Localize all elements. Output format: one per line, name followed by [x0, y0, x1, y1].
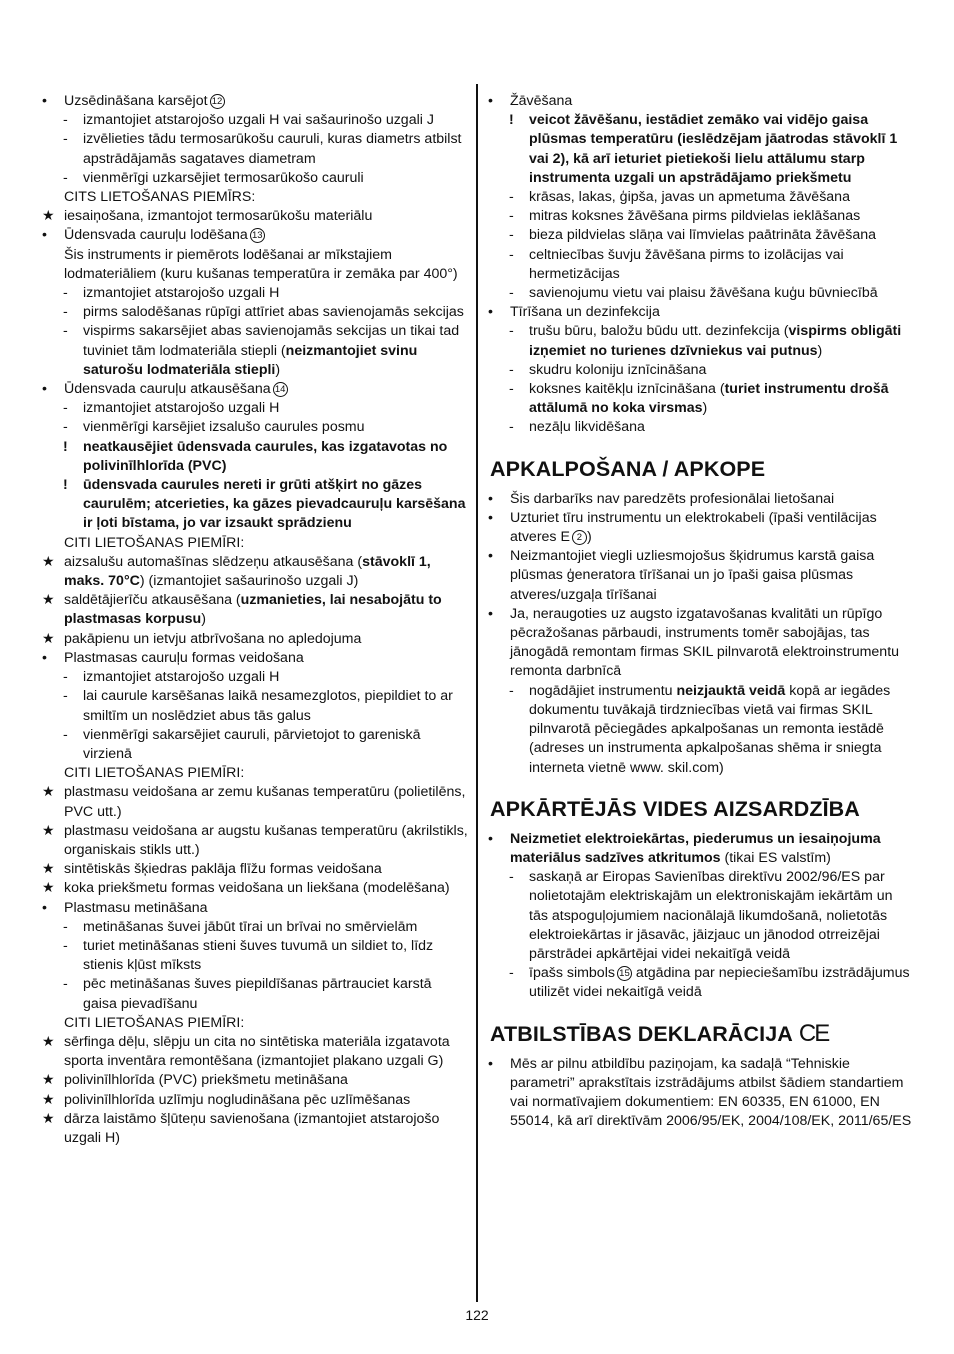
- bullet-item: [488, 490, 912, 509]
- dash-item: [488, 188, 912, 207]
- text: sintētiskās šķiedras paklāja flīžu formas veidošana: [64, 861, 382, 878]
- star-marker: ★: [42, 861, 55, 878]
- text: Ūdensvada cauruļu atkausēšana: [64, 381, 271, 398]
- dash-marker: -: [509, 682, 514, 699]
- column-divider: [476, 84, 478, 1302]
- bullet-marker: •: [488, 830, 493, 847]
- item-text: [83, 976, 432, 1011]
- item-text: [64, 381, 288, 397]
- text: vienmērīgi sakarsējiet cauruli, pārvietojot to gareniskā virzienā: [83, 726, 421, 762]
- bullet-item: [42, 380, 468, 399]
- dash-item: [488, 284, 912, 303]
- dash-item: [42, 169, 468, 188]
- item-text: [64, 1111, 439, 1146]
- bullet-item: [42, 226, 468, 245]
- star-marker: ★: [42, 553, 55, 570]
- item-text: [529, 362, 706, 378]
- star-item: [42, 860, 468, 879]
- dash-item: [42, 322, 468, 380]
- para-item: [42, 246, 468, 284]
- text: Šis darbarīks nav paredzēts profesionālai lietošanai: [510, 490, 835, 507]
- dash-item: [488, 418, 912, 437]
- text: Uzturiet tīru instrumentu un elektrokabeli (īpaši ventilācijas atveres E: [510, 509, 877, 546]
- dash-marker: -: [63, 112, 68, 129]
- bullet-item: [488, 547, 912, 605]
- star-marker: ★: [42, 1091, 55, 1108]
- star-marker: ★: [42, 822, 55, 839]
- text: CITI LIETOŠANAS PIEMĪRI:: [64, 765, 245, 782]
- text: savienojumu vietu vai plaisu žāvēšana kuģu būvniecībā: [529, 285, 878, 302]
- text: ): [275, 361, 281, 378]
- bullet-marker: •: [488, 548, 493, 565]
- dash-marker: -: [509, 361, 514, 378]
- item-text: [529, 112, 897, 186]
- bold-text: neizmantojiet svinu saturošu lodmateriāla stiepli: [83, 342, 418, 378]
- item-text: [64, 93, 225, 109]
- text: turiet metināšanas stieni šuves tuvumā un sildiet to, līdz stienis kļūst mīksts: [83, 937, 434, 974]
- text: trušu būru, baložu būdu utt. dezinfekcija (: [529, 323, 789, 340]
- text: Neizmantojiet viegli uzliesmojošus šķidrumus karstā gaisa plūsmas ģeneratora tīrīšanai un jo īpaši gaisa plūsmas atveres/uzgaļa tīrīšanai: [510, 548, 875, 603]
- dash-marker: -: [509, 208, 514, 225]
- item-text: [510, 1056, 911, 1130]
- item-text: [64, 189, 255, 205]
- dash-marker: -: [509, 189, 514, 206]
- star-item: [42, 553, 468, 591]
- item-text: [529, 381, 889, 416]
- bold-text: uzmanieties, lai nesabojātu to plastmasas korpusu: [64, 592, 442, 628]
- item-text: [83, 439, 447, 474]
- bullet-marker: •: [488, 605, 493, 622]
- text: kopā ar iegādes dokumentu tuvākajā tirdzniecības vietā vai firmas SKIL pilnvarotā pēciegādes apkalpošanas un remonta iestādē (adreses un instrumenta apkalpošanas shēma ir sniegta interneta vietnē www. skil.com): [529, 682, 891, 776]
- excl-marker: !: [63, 477, 68, 494]
- dash-item: [42, 418, 468, 437]
- text: celtniecības šuvju žāvēšana pirms to izolācijas vai hermetizācijas: [529, 246, 844, 282]
- text: aizsalušu automašīnas slēdzeņu atkausēšana (: [64, 553, 363, 570]
- item-text: [64, 554, 431, 589]
- item-text: [83, 170, 364, 186]
- text: dārza laistāmo šļūteņu savienošana (izmantojiet atstarojošo uzgali H): [64, 1110, 440, 1146]
- text: iesaiņošana, izmantojot termosarūkošu materiālu: [64, 208, 373, 225]
- callout-number-icon: 12: [210, 94, 225, 109]
- text: izmantojiet atstarojošo uzgali H: [83, 285, 280, 302]
- text: Ūdensvada cauruļu lodēšana: [64, 227, 248, 244]
- text: ūdensvada caurules nereti ir grūti atšķirt no gāzes caurulēm; atcerieties, ka gāzes pievadcauruļu karsēšana ir ļoti bīstama, jo var izsaukt sprādzienu: [83, 477, 466, 532]
- dash-item: [42, 937, 468, 975]
- text: (tikai ES valstīm): [720, 849, 831, 866]
- item-text: [83, 285, 279, 301]
- bold-text: neizjauktā veidā: [676, 682, 786, 699]
- text: Tīrīšana un dezinfekcija: [510, 304, 660, 321]
- item-text: [510, 831, 881, 866]
- item-text: [64, 765, 244, 781]
- heading-text: APKALPOŠANA / APKOPE: [490, 456, 766, 481]
- text: Mēs ar pilnu atbildību paziņojam, ka sadaļā “Tehniskie parametri” aprakstītais izstrādājums atbilst šādiem standartiem vai normatīvajiem dokumentiem: EN 60335, EN 61000, EN 55014, kā arī direktīvām 2006/95/EK, 2004/108/EK, 2011/65/ES: [510, 1055, 912, 1130]
- dash-marker: -: [63, 688, 68, 705]
- dash-marker: -: [509, 323, 514, 340]
- bullet-item: [488, 605, 912, 682]
- dash-marker: -: [63, 419, 68, 436]
- dash-item: [488, 964, 912, 1002]
- ce-mark-icon: CE: [798, 1019, 829, 1047]
- section-heading: [488, 1003, 912, 1055]
- text: izmantojiet atstarojošo uzgali H: [83, 400, 280, 417]
- text: neatkausējiet ūdensvada caurules, kas izgatavotas no polivinīlhlorīda (PVC): [83, 438, 448, 474]
- bullet-marker: •: [488, 509, 493, 526]
- text: lai caurule karsēšanas laikā nesamezglotos, piepildiet to ar smiltīm un noslēdziet abus tās galus: [83, 688, 453, 724]
- callout-number-icon: 2: [572, 530, 587, 545]
- bullet-item: [488, 303, 912, 322]
- text: koka priekšmetu formas veidošana un liekšana (modelēšana): [64, 880, 450, 897]
- bullet-marker: •: [42, 227, 47, 244]
- star-item: [42, 1033, 468, 1071]
- bullet-marker: •: [42, 899, 47, 916]
- text: metināšanas šuvei jābūt tīrai un brīvai no smērvielām: [83, 918, 418, 935]
- excl-item: [42, 476, 468, 534]
- bold-text: stāvoklī 1, maks. 70°C: [64, 553, 431, 590]
- item-text: [83, 131, 462, 166]
- text: nogādājiet instrumentu: [529, 682, 677, 699]
- dash-marker: -: [509, 227, 514, 244]
- item-text: [510, 606, 899, 680]
- text: pēc metināšanas šuves piepildīšanas pārtrauciet karstā gaisa pievadīšanu: [83, 976, 432, 1012]
- item-text: [64, 535, 244, 551]
- item-text: [83, 669, 279, 685]
- dash-marker: -: [63, 976, 68, 993]
- star-item: [42, 591, 468, 629]
- text: nezāļu likvidēšana: [529, 419, 645, 436]
- text: polivinīlhlorīda (PVC) priekšmetu metināšana: [64, 1072, 348, 1089]
- bullet-item: [42, 92, 468, 111]
- dash-marker: -: [63, 918, 68, 935]
- item-text: [64, 631, 361, 647]
- text: saskaņā ar Eiropas Savienības direktīvu 2002/96/ES par nolietotajām elektriskajām un elektroniskajām iekārtām un tās atspoguļojumiem nacionālajā likumdošanā, nolietotās elektroiekārtas ir jāsavāc, jāizjauc un jānodod otrreizējai pārstrādei apkārtējai videi nekaitīgā veidā: [529, 869, 893, 962]
- item-text: [83, 112, 434, 128]
- text: ): [586, 529, 592, 546]
- item-text: [64, 784, 465, 819]
- item-text: [83, 304, 464, 320]
- item-text: [64, 861, 382, 877]
- excl-marker: !: [509, 112, 514, 129]
- excl-marker: !: [63, 438, 68, 455]
- text: Šis instruments ir piemērots lodēšanai ar mīkstajiem lodmateriāliem (kuru kušanas temperatūra ir zemāka par 400°): [64, 246, 458, 282]
- item-text: [83, 477, 465, 531]
- dash-item: [42, 668, 468, 687]
- dash-marker: -: [509, 965, 514, 982]
- item-text: [64, 823, 468, 858]
- text: ): [201, 611, 206, 628]
- text: saldētājierīču atkausēšana (: [64, 592, 241, 609]
- dash-item: [42, 399, 468, 418]
- item-text: [64, 208, 372, 224]
- item-text: [64, 650, 304, 666]
- item-text: [529, 227, 876, 243]
- star-marker: ★: [42, 592, 55, 609]
- item-text: [83, 400, 279, 416]
- text: veicot žāvēšanu, iestādiet zemāko vai vidējo gaisa plūsmas temperatūru (ieslēdzējam jāatrodas stāvoklī 1 vai 2), kā arī ieturiet pietiekoši lielu attālumu starp instrumenta uzgali un apstrādājamo priekšmetu: [529, 112, 898, 186]
- item-text: [529, 285, 878, 301]
- text: Ja, neraugoties uz augsto izgatavošanas kvalitāti un rūpīgo pēcražošanas pārbaudi, instruments tomēr sabojājas, tas jānogādā remontam firmas SKIL pilnvarotā elektroinstrumentu remonta darbnīcā: [510, 605, 900, 680]
- excl-item: [42, 438, 468, 476]
- text: vienmērīgi uzkarsējiet termosarūkošo cauruli: [83, 169, 364, 186]
- dash-marker: -: [509, 285, 514, 302]
- bullet-marker: •: [42, 93, 47, 109]
- item-text: [529, 247, 844, 282]
- item-text: [64, 1034, 450, 1069]
- text: Uzsēdināšana karsējot: [64, 93, 208, 109]
- item-text: [64, 1072, 348, 1088]
- bullet-item: [488, 92, 912, 111]
- bullet-item: [42, 649, 468, 668]
- item-text: [510, 93, 572, 109]
- text: CITI LIETOŠANAS PIEMĪRI:: [64, 1014, 245, 1031]
- dash-item: [488, 380, 912, 418]
- item-text: [83, 419, 365, 435]
- star-item: [42, 1071, 468, 1090]
- dash-marker: -: [509, 246, 514, 263]
- dash-marker: -: [509, 869, 514, 886]
- dash-item: [42, 687, 468, 725]
- star-marker: ★: [42, 1110, 55, 1127]
- item-text: [64, 1092, 410, 1108]
- text: polivinīlhlorīda uzlīmju nogludināšana pēc uzlīmēšanas: [64, 1091, 411, 1108]
- bullet-item: [488, 509, 912, 547]
- excl-item: [488, 111, 912, 188]
- label-item: [42, 1014, 468, 1033]
- item-text: [510, 548, 874, 602]
- callout-number-icon: 15: [617, 966, 632, 981]
- text: pakāpienu un ietvju atbrīvošana no apledojuma: [64, 630, 362, 647]
- dash-marker: -: [63, 323, 68, 340]
- dash-item: [488, 682, 912, 778]
- page-number: 122: [465, 1307, 489, 1323]
- section-heading: [488, 778, 912, 830]
- item-text: [64, 247, 458, 282]
- dash-marker: -: [63, 169, 68, 186]
- text: ): [817, 342, 823, 359]
- text: mitras koksnes žāvēšana pirms pildvielas ieklāšanas: [529, 208, 861, 225]
- left-column: [42, 92, 468, 1148]
- label-item: [42, 188, 468, 207]
- item-text: [529, 323, 901, 358]
- label-item: [42, 764, 468, 783]
- bullet-marker: •: [42, 649, 47, 666]
- dash-item: [488, 246, 912, 284]
- text: pirms salodēšanas rūpīgi attīriet abas savienojamās sekcijas: [83, 304, 464, 321]
- dash-marker: -: [509, 381, 514, 398]
- item-text: [64, 900, 208, 916]
- dash-item: [488, 361, 912, 380]
- item-text: [64, 227, 265, 243]
- star-marker: ★: [42, 1072, 55, 1089]
- star-marker: ★: [42, 880, 55, 897]
- dash-marker: -: [63, 400, 68, 417]
- item-text: [529, 965, 910, 1000]
- text: plastmasu veidošana ar augstu kušanas temperatūru (akrilstikls, organiskais stikls utt.): [64, 822, 468, 858]
- dash-marker: -: [63, 669, 68, 686]
- item-text: [83, 323, 459, 377]
- star-item: [42, 1091, 468, 1110]
- heading-text: APKĀRTĒJĀS VIDES AIZSARDZĪBA: [490, 796, 860, 821]
- star-item: [42, 783, 468, 821]
- text: izmantojiet atstarojošo uzgali H vai sašaurinošo uzgali J: [83, 112, 434, 129]
- text: īpašs simbols: [529, 965, 615, 982]
- text: ) (izmantojiet sašaurinošo uzgali J): [139, 573, 359, 590]
- text: vispirms sakarsējiet abas savienojamās sekcijas un tikai tad tuviniet tām lodmateriāla stiepli (: [83, 323, 460, 359]
- dash-marker: -: [63, 726, 68, 743]
- text: koksnes kaitēkļu iznīcināšana (: [529, 381, 725, 398]
- text: ): [702, 400, 708, 417]
- bullet-marker: •: [488, 1055, 493, 1072]
- dash-item: [42, 111, 468, 130]
- bold-text: vispirms obligāti izņemiet no turienes dzīvniekus vai putnus: [529, 323, 902, 359]
- bullet-marker: •: [488, 490, 493, 507]
- item-text: [510, 510, 877, 545]
- text: atgādina par nepieciešamību izstrādājumus utilizēt videi nekaitīgā veidā: [529, 965, 910, 1001]
- text: krāsas, lakas, ģipša, javas un apmetuma žāvēšana: [529, 189, 850, 206]
- callout-number-icon: 13: [250, 228, 265, 243]
- dash-item: [42, 726, 468, 764]
- section-heading: [488, 438, 912, 490]
- bullet-marker: •: [488, 304, 493, 321]
- text: skudru koloniju iznīcināšana: [529, 361, 707, 378]
- item-text: [529, 208, 860, 224]
- right-column: [488, 92, 912, 1131]
- star-item: [42, 207, 468, 226]
- text: Žāvēšana: [510, 93, 573, 109]
- bullet-marker: •: [42, 381, 47, 398]
- item-text: [64, 1015, 244, 1031]
- text: CITS LIETOŠANAS PIEMĪRS:: [64, 189, 256, 206]
- star-marker: ★: [42, 1033, 55, 1050]
- item-text: [510, 304, 660, 320]
- bullet-item: [488, 1055, 912, 1132]
- bold-text: Neizmetiet elektroiekārtas, piederumus un iesaiņojuma materiālus sadzīves atkritumos: [510, 830, 881, 866]
- star-item: [42, 630, 468, 649]
- item-text: [83, 919, 417, 935]
- callout-number-icon: 14: [273, 382, 288, 397]
- star-item: [42, 822, 468, 860]
- dash-marker: -: [63, 304, 68, 321]
- dash-item: [42, 975, 468, 1013]
- item-text: [83, 938, 433, 973]
- text: vienmērīgi karsējiet izsalušo caurules posmu: [83, 419, 365, 436]
- item-text: [529, 189, 850, 205]
- dash-item: [488, 322, 912, 360]
- dash-item: [488, 207, 912, 226]
- dash-item: [42, 130, 468, 168]
- dash-item: [488, 226, 912, 245]
- dash-item: [42, 303, 468, 322]
- dash-item: [42, 284, 468, 303]
- star-item: [42, 879, 468, 898]
- heading-text: ATBILSTĪBAS DEKLARĀCIJA: [490, 1021, 793, 1046]
- item-text: [64, 592, 442, 627]
- text: izmantojiet atstarojošo uzgali H: [83, 669, 280, 686]
- star-marker: ★: [42, 208, 55, 225]
- text: plastmasu veidošana ar zemu kušanas temperatūru (polietilēns, PVC utt.): [64, 784, 466, 820]
- text: Plastmasas cauruļu formas veidošana: [64, 649, 304, 666]
- dash-marker: -: [509, 419, 514, 436]
- item-text: [83, 727, 421, 762]
- bullet-marker: •: [488, 93, 493, 109]
- bold-text: turiet instrumentu drošā attālumā no koka virsmas: [529, 381, 889, 417]
- dash-item: [488, 868, 912, 964]
- item-text: [510, 491, 834, 507]
- dash-item: [42, 918, 468, 937]
- item-text: [529, 419, 645, 435]
- star-marker: ★: [42, 784, 55, 801]
- star-item: [42, 1110, 468, 1148]
- text: bieza pildvielas slāņa vai līmvielas paātrināta žāvēšana: [529, 227, 876, 244]
- text: CITI LIETOŠANAS PIEMĪRI:: [64, 534, 245, 551]
- item-text: [529, 683, 890, 776]
- dash-marker: -: [63, 131, 68, 148]
- item-text: [83, 688, 453, 723]
- text: sērfinga dēļu, slēpju un cita no sintētiska materiāla izgatavota sporta inventāra remontēšana (izmantojiet plakano uzgali G): [64, 1033, 450, 1070]
- text: Plastmasu metināšana: [64, 899, 208, 916]
- bullet-item: [488, 830, 912, 868]
- dash-marker: -: [63, 937, 68, 954]
- label-item: [42, 534, 468, 553]
- text: izvēlieties tādu termosarūkošu cauruli, kuras diametrs atbilst apstrādājamās sagataves diametram: [83, 131, 462, 167]
- star-marker: ★: [42, 630, 55, 647]
- item-text: [529, 869, 893, 962]
- dash-marker: -: [63, 285, 68, 302]
- item-text: [64, 880, 450, 896]
- bullet-item: [42, 899, 468, 918]
